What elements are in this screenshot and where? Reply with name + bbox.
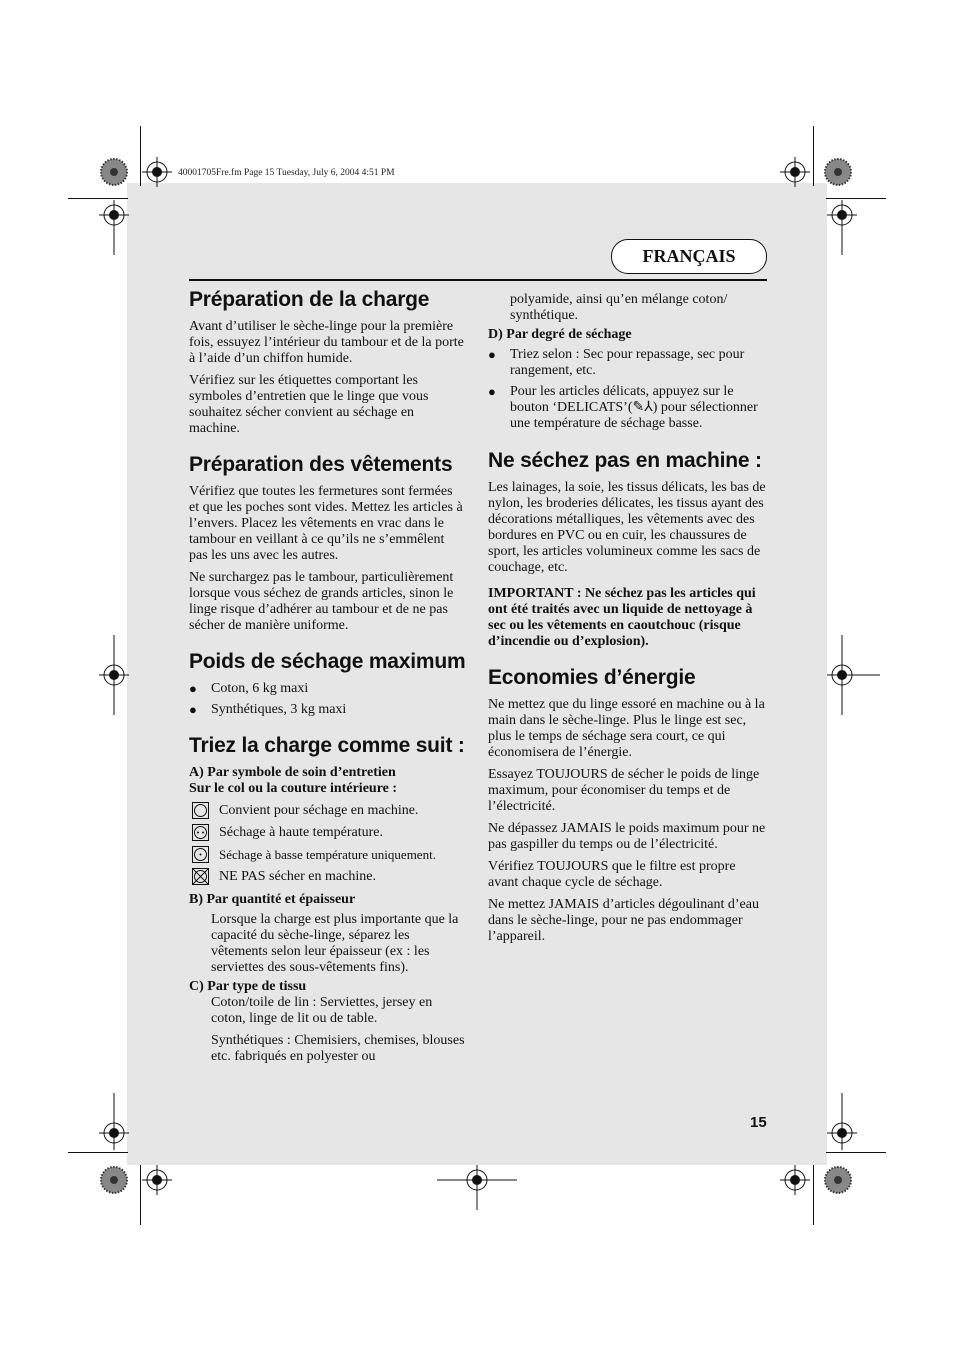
subsection-label: A) Par symbole de soin d’entretien <box>189 765 396 780</box>
paragraph: Ne dépassez JAMAIS le poids maximum pour ne pas gaspiller du temps ou de l’électricité. <box>488 821 766 852</box>
paragraph: Avant d’utiliser le sèche-linge pour la première fois, essuyez l’intérieur du tambour et de la porte à l’aide d’un chiffon humide. <box>189 319 464 366</box>
header-rule <box>189 279 767 281</box>
list-item: ● Coton, 6 kg maxi <box>189 681 309 696</box>
paragraph: Essayez TOUJOURS de sécher le poids de linge maximum, pour économiser du temps et de l’électricité. <box>488 767 760 814</box>
paragraph: Lorsque la charge est plus importante que la capacité du sèche-linge, séparez les vêtements selon leur épaisseur (ex : les serviettes des sous-vêtements fins). <box>211 912 459 975</box>
paragraph: Les lainages, la soie, les tissus délicats, les bas de nylon, les broderies délicates, les tissus ayant des décorations métalliques, les vêtements avec des bordures en PVC ou en cuir, les chaussures de sport, les articles volumineux comme les sacs de couchage, etc. <box>488 480 766 575</box>
right-column <box>488 292 766 951</box>
subsection-label: B) Par quantité et épaisseur <box>189 892 356 907</box>
page-number: 15 <box>750 1114 767 1131</box>
list-item: ● Pour les articles délicats, appuyez sur le bouton ‘DELICATS’(✎⅄) pour sélectionner une température de séchage basse. <box>488 384 758 431</box>
tumble-dry-low-icon <box>192 846 209 863</box>
paragraph: Coton/toile de lin : Serviettes, jersey en coton, linge de lit ou de table. <box>211 995 433 1026</box>
care-symbol-row: Séchage à haute température. <box>189 824 466 841</box>
paragraph: Vérifiez sur les étiquettes comportant les symboles d’entretien que le linge que vous souhaitez sécher convient au séchage en machine. <box>189 373 429 436</box>
section-title: Préparation de la charge <box>189 288 430 311</box>
care-symbol-row: Convient pour séchage en machine. <box>189 802 466 819</box>
bullet-icon: ● <box>488 384 496 399</box>
paragraph: Ne mettez JAMAIS d’articles dégoulinant d’eau dans le sèche-linge, pour ne pas endommager l’appareil. <box>488 897 759 944</box>
paragraph: Vérifiez TOUJOURS que le filtre est propre avant chaque cycle de séchage. <box>488 859 736 890</box>
file-info: 40001705Fre.fm Page 15 Tuesday, July 6, 2004 4:51 PM <box>178 168 395 178</box>
tumble-dry-icon <box>192 802 209 819</box>
left-column <box>189 288 466 1071</box>
tumble-dry-high-icon <box>192 824 209 841</box>
paragraph: Synthétiques : Chemisiers, chemises, blouses etc. fabriqués en polyester ou <box>211 1033 465 1064</box>
subsection-sublabel: Sur le col ou la couture intérieure : <box>189 781 398 796</box>
subsection-label: D) Par degré de séchage <box>488 327 632 342</box>
list-item: ● Synthétiques, 3 kg maxi <box>189 702 347 717</box>
subsection-label: C) Par type de tissu <box>189 979 307 994</box>
bullet-icon: ● <box>189 681 197 696</box>
paragraph: polyamide, ainsi qu’en mélange coton/ synthétique. <box>510 292 728 323</box>
bullet-icon: ● <box>189 702 197 717</box>
paragraph: Vérifiez que toutes les fermetures sont fermées et que les poches sont vides. Mettez les articles à l’envers. Placez les vêtements en vrac dans le tambour en veillant à ce qu’ils ne s’emmêlent pas les uns avec les autres. <box>189 484 463 563</box>
do-not-tumble-dry-icon <box>192 868 209 885</box>
care-symbol-row: NE PAS sécher en machine. <box>189 868 466 885</box>
section-title: Ne séchez pas en machine : <box>488 449 762 472</box>
paragraph: Ne mettez que du linge essoré en machine ou à la main dans le sèche-linge. Plus le linge est sec, plus le temps de séchage sera court, ce qui économisera de l’énergie. <box>488 697 765 760</box>
list-item: ● Triez selon : Sec pour repassage, sec pour rangement, etc. <box>488 347 745 378</box>
important-note: IMPORTANT : Ne séchez pas les articles qui ont été traités avec un liquide de nettoyage à sec ou les vêtements en caoutchouc (risque d’incendie ou d’explosion). <box>488 586 756 649</box>
paragraph: Ne surchargez pas le tambour, particulièrement lorsque vous séchez de grands articles, sinon le linge risque d’adhérer au tambour et de ne pas sécher de manière uniforme. <box>189 570 454 633</box>
language-label: FRANÇAIS <box>611 239 767 274</box>
section-title: Poids de séchage maximum <box>189 650 466 673</box>
bullet-icon: ● <box>488 347 496 362</box>
section-title: Préparation des vêtements <box>189 453 453 476</box>
section-title: Economies d’énergie <box>488 666 696 689</box>
care-symbol-row: Séchage à basse température uniquement. <box>189 846 466 863</box>
section-title: Triez la charge comme suit : <box>189 734 465 757</box>
